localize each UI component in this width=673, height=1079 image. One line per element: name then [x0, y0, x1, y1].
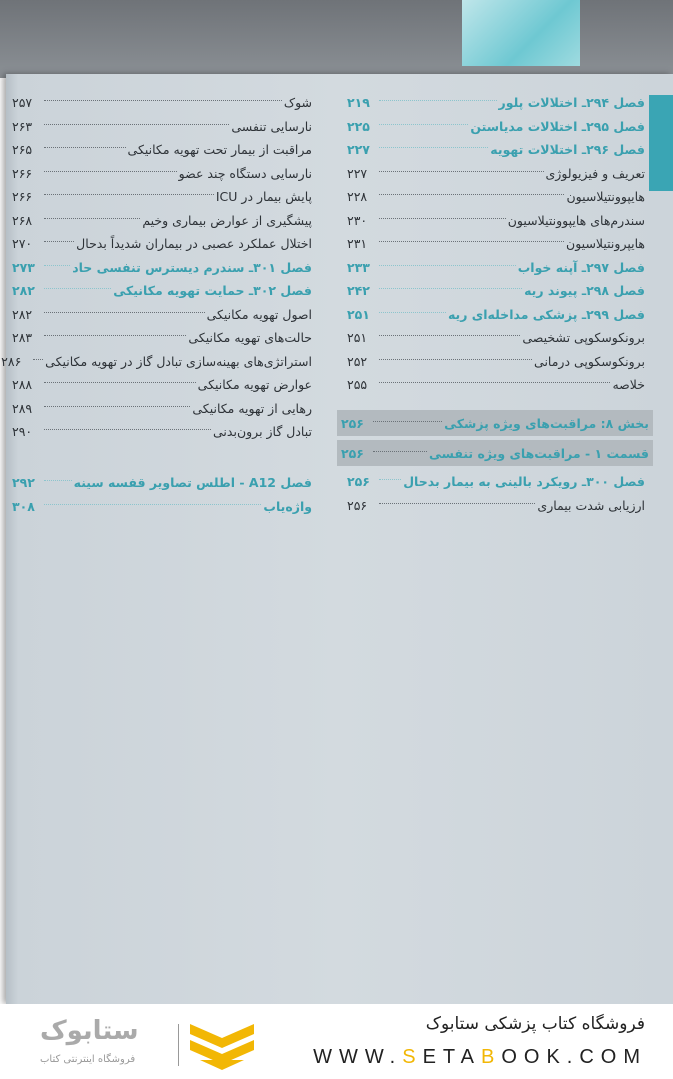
- leader-dots: [44, 100, 282, 101]
- toc-entry-page: ۲۵۱: [347, 330, 368, 346]
- toc-entry-title: شوک: [283, 95, 312, 111]
- toc-entry-page: ۲۵۱: [347, 306, 370, 322]
- toc-entry-title: فصل ۳۰۱ـ سندرم دیسترس تنفسی حاد: [72, 259, 312, 275]
- toc-entry-title: تبادل گاز برون‌بدنی: [213, 424, 312, 440]
- toc-entry-page: ۲۹۰: [12, 424, 33, 440]
- right-main: [347, 91, 645, 397]
- toc-entry-page: ۲۸۶: [1, 353, 22, 369]
- toc-entry[interactable]: [12, 185, 312, 209]
- toc-entry[interactable]: [347, 209, 645, 233]
- leader-dots: [379, 218, 506, 219]
- leader-dots: [373, 421, 442, 422]
- toc-entry[interactable]: [12, 115, 312, 139]
- leader-dots: [44, 406, 190, 407]
- leader-dots: [379, 241, 564, 242]
- toc-entry-page: ۲۶۵: [12, 142, 33, 158]
- left-main: [1, 91, 312, 444]
- leader-dots: [379, 359, 532, 360]
- toc-entry-title: حالت‌های تهویه مکانیکی: [188, 330, 312, 346]
- toc-entry-page: ۲۸۲: [12, 283, 35, 299]
- toc-entry-title: اختلال عملکرد عصبی در بیماران شدیداً بدحال: [76, 236, 312, 252]
- toc-entry-title: فصل ۲۹۹ـ پزشکی مداخله‌ای ریه: [447, 306, 645, 322]
- toc-entry-title: فصل ۲۹۵ـ اختلالات مدیاستن: [470, 118, 645, 134]
- toc-entry-page: ۲۸۹: [12, 400, 33, 416]
- toc-entry-title: برونکوسکوپی تشخیصی: [522, 330, 645, 346]
- toc-entry[interactable]: [347, 138, 645, 162]
- toc-entry-page: ۲۳۰: [347, 212, 368, 228]
- toc-section-row[interactable]: [337, 440, 653, 466]
- leader-dots: [44, 480, 72, 481]
- right-sections: [337, 410, 653, 470]
- leader-dots: [44, 124, 229, 125]
- toc-entry[interactable]: [1, 350, 312, 374]
- leader-dots: [379, 171, 544, 172]
- section-tab-marker: [649, 95, 673, 191]
- leader-dots: [44, 265, 70, 266]
- toc-entry-title: رهایی از تهویه مکانیکی: [192, 400, 312, 416]
- leader-dots: [379, 194, 564, 195]
- toc-entry-page: ۲۲۷: [347, 165, 368, 181]
- leader-dots: [379, 100, 497, 101]
- toc-entry-page: ۲۸۸: [12, 377, 33, 393]
- leader-dots: [44, 241, 74, 242]
- toc-entry-title: پیشگیری از عوارض بیماری وخیم: [142, 212, 312, 228]
- toc-entry-page: ۲۶۸: [12, 212, 33, 228]
- logo-wordmark: ستابوک: [40, 1016, 139, 1046]
- leader-dots: [44, 194, 214, 195]
- toc-entry[interactable]: [347, 350, 645, 374]
- leader-dots: [379, 335, 520, 336]
- toc-entry-title: فصل ۲۹۸ـ پیوند ریه: [524, 283, 645, 299]
- toc-entry-title: اصول تهویه مکانیکی: [206, 306, 312, 322]
- toc-entry-title: پایش بیمار در ICU: [215, 189, 312, 205]
- toc-entry[interactable]: [347, 303, 645, 327]
- toc-entry[interactable]: [12, 326, 312, 350]
- toc-entry-page: ۲۳۱: [347, 236, 368, 252]
- leader-dots: [373, 451, 427, 452]
- toc-entry[interactable]: [347, 373, 645, 397]
- toc-entry[interactable]: [12, 373, 312, 397]
- toc-entry[interactable]: [12, 279, 312, 303]
- toc-entry-title: خلاصه: [612, 377, 645, 393]
- setabook-logo-icon: [190, 1024, 254, 1070]
- toc-entry[interactable]: [347, 91, 645, 115]
- toc-entry[interactable]: [12, 471, 312, 495]
- toc-entry[interactable]: [347, 115, 645, 139]
- toc-entry-title: بخش ۸: مراقبت‌های ویژه پزشکی: [444, 415, 649, 431]
- toc-entry[interactable]: [12, 91, 312, 115]
- toc-page: [1, 74, 673, 1004]
- store-footer: [0, 1004, 673, 1079]
- toc-entry-page: ۲۸۳: [12, 330, 33, 346]
- toc-entry-title: سندرم‌های هایپوونتیلاسیون: [507, 212, 645, 228]
- toc-entry-title: هایپرونتیلاسیون: [566, 236, 645, 252]
- right-tail: [347, 470, 645, 517]
- toc-entry[interactable]: [12, 256, 312, 280]
- toc-entry-title: فصل ۲۹۴ـ اختلالات پلور: [498, 95, 645, 111]
- toc-entry-page: ۲۵۷: [12, 95, 33, 111]
- store-url[interactable]: WWW.SETABOOK.COM: [313, 1046, 647, 1068]
- store-title: فروشگاه کتاب پزشکی ستابوک: [425, 1014, 645, 1034]
- toc-entry[interactable]: [347, 326, 645, 350]
- toc-entry[interactable]: [347, 162, 645, 186]
- toc-entry[interactable]: [12, 420, 312, 444]
- toc-entry-title: فصل ۲۹۶ـ اختلالات تهویه: [490, 142, 645, 158]
- toc-entry-page: ۲۶۶: [12, 189, 33, 205]
- toc-entry[interactable]: [12, 209, 312, 233]
- toc-entry-title: عوارض تهویه مکانیکی: [197, 377, 312, 393]
- left-tail: [12, 471, 312, 518]
- toc-entry-page: ۲۹۲: [12, 475, 35, 491]
- leader-dots: [44, 335, 186, 336]
- leader-dots: [44, 312, 205, 313]
- toc-entry-page: ۲۲۸: [347, 189, 368, 205]
- leader-dots: [379, 503, 535, 504]
- toc-entry-title: واژه‌یاب: [263, 498, 312, 514]
- logo-subtitle: فروشگاه اینترنتی کتاب: [40, 1054, 136, 1065]
- toc-entry-title: برونکوسکوپی درمانی: [534, 353, 645, 369]
- toc-entry[interactable]: [12, 397, 312, 421]
- toc-entry-title: فصل ۳۰۰ـ رویکرد بالینی به بیمار بدحال: [403, 474, 645, 490]
- toc-entry-page: ۲۲۷: [347, 142, 370, 158]
- toc-entry-page: ۲۵۵: [347, 377, 368, 393]
- toc-entry[interactable]: [12, 303, 312, 327]
- toc-entry-title: مراقبت از بیمار تحت تهویه مکانیکی: [127, 142, 312, 158]
- leader-dots: [379, 382, 610, 383]
- leader-dots: [44, 504, 261, 505]
- toc-entry-title: هایپوونتیلاسیون: [566, 189, 645, 205]
- toc-entry[interactable]: [12, 138, 312, 162]
- toc-entry-page: ۲۵۲: [347, 353, 368, 369]
- toc-entry-page: ۲۵۶: [341, 445, 364, 461]
- toc-entry-page: ۲۳۳: [347, 259, 370, 275]
- leader-dots: [44, 171, 177, 172]
- toc-section-row[interactable]: [337, 410, 653, 436]
- leader-dots: [33, 359, 43, 360]
- toc-entry-title: فصل ۳۰۲ـ حمایت تهویه مکانیکی: [113, 283, 312, 299]
- leader-dots: [44, 382, 196, 383]
- toc-entry-page: ۲۲۵: [347, 118, 370, 134]
- leader-dots: [379, 147, 488, 148]
- toc-entry[interactable]: [12, 232, 312, 256]
- toc-entry[interactable]: [347, 232, 645, 256]
- toc-entry-page: ۲۶۶: [12, 165, 33, 181]
- toc-entry-title: تعریف و فیزیولوژی: [545, 165, 645, 181]
- leader-dots: [44, 429, 211, 430]
- toc-entry-page: ۲۱۹: [347, 95, 370, 111]
- toc-entry-page: ۲۷۳: [12, 259, 35, 275]
- toc-entry[interactable]: [347, 185, 645, 209]
- toc-entry-title: ارزیابی شدت بیماری: [537, 497, 645, 513]
- leader-dots: [379, 288, 522, 289]
- toc-entry-page: ۲۵۶: [347, 497, 368, 513]
- toc-entry-page: ۲۵۶: [347, 474, 370, 490]
- toc-entry[interactable]: [347, 279, 645, 303]
- toc-entry[interactable]: [347, 494, 645, 518]
- toc-entry-title: فصل ۲۹۷ـ آپنه خواب: [517, 259, 645, 275]
- toc-entry-page: ۲۵۶: [341, 415, 364, 431]
- toc-entry-page: ۲۴۲: [347, 283, 370, 299]
- leader-dots: [44, 288, 111, 289]
- toc-entry-title: استراتژی‌های بهینه‌سازی تبادل گاز در تهویه مکانیکی: [45, 353, 312, 369]
- toc-entry-page: ۲۶۳: [12, 118, 33, 134]
- leader-dots: [379, 265, 516, 266]
- toc-entry[interactable]: [347, 256, 645, 280]
- cover-image-fragment: [462, 0, 580, 66]
- toc-entry[interactable]: [347, 470, 645, 494]
- toc-entry-page: ۲۷۰: [12, 236, 33, 252]
- leader-dots: [379, 312, 446, 313]
- toc-entry-title: قسمت ۱ - مراقبت‌های ویژه تنفسی: [428, 445, 649, 461]
- leader-dots: [44, 218, 140, 219]
- toc-entry[interactable]: [12, 495, 312, 519]
- toc-entry-page: ۳۰۸: [12, 498, 35, 514]
- leader-dots: [44, 147, 126, 148]
- leader-dots: [379, 124, 468, 125]
- toc-entry-title: فصل A12 - اطلس تصاویر قفسه سینه: [73, 475, 312, 491]
- logo-divider: [178, 1024, 179, 1066]
- toc-entry-title: نارسایی تنفسی: [231, 118, 312, 134]
- toc-entry-title: نارسایی دستگاه چند عضو: [178, 165, 312, 181]
- toc-entry[interactable]: [12, 162, 312, 186]
- toc-entry-page: ۲۸۲: [12, 306, 33, 322]
- leader-dots: [379, 479, 401, 480]
